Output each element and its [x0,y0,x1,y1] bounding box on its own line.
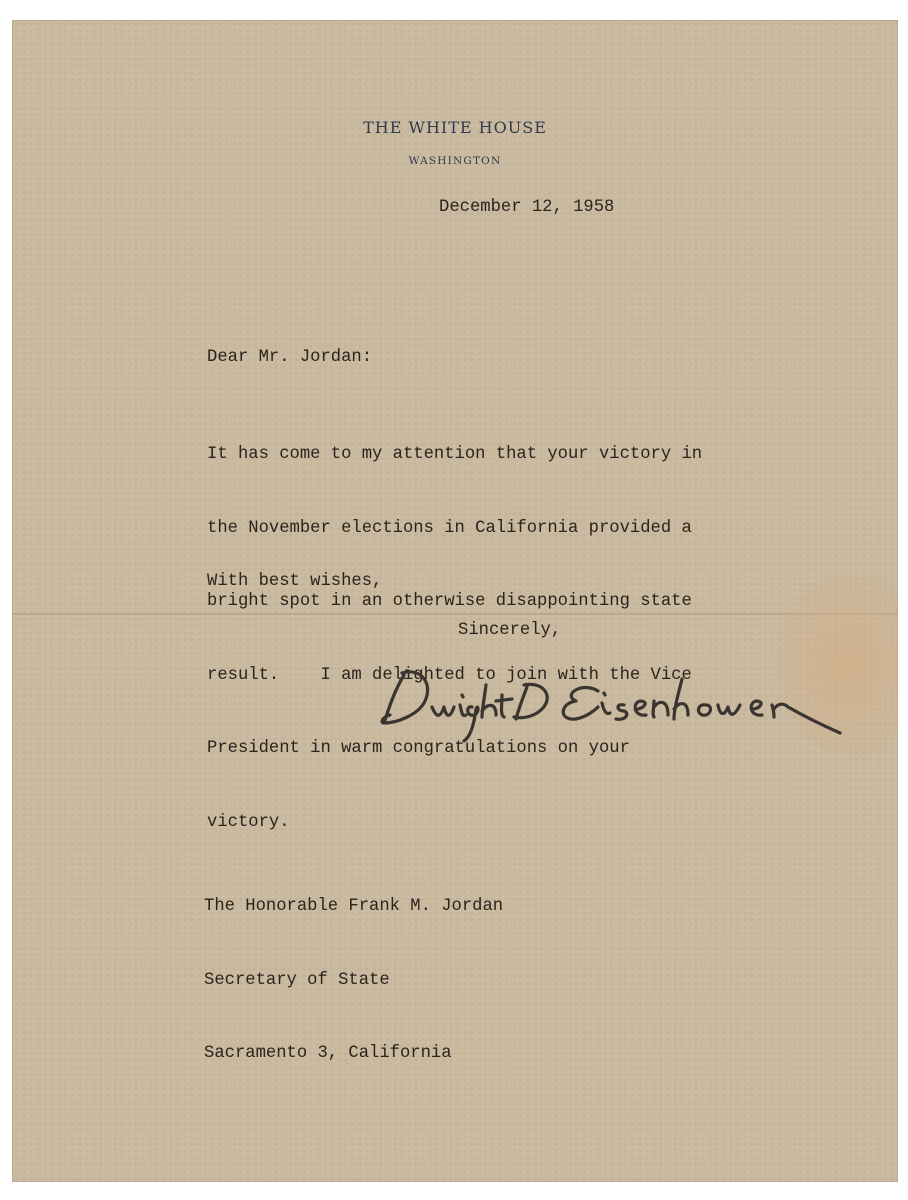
signature-image [362,645,842,755]
recipient-line: Sacramento 3, California [204,1044,452,1063]
complimentary-close: Sincerely, [458,621,562,640]
body-line: victory. [207,812,290,832]
recipient-address [204,846,503,1116]
closing-wishes: With best wishes, [207,572,383,591]
body-line: President in warm congratulations on your [207,739,630,758]
body-line: bright spot in an otherwise disappointing state [207,592,692,611]
letter-sheet [12,20,898,1182]
body-line: the November elections in California provided a [207,518,692,538]
letter-date: December 12, 1958 [439,198,615,217]
recipient-line: Secretary of State [204,970,390,990]
letter-body [207,394,702,884]
body-line: result. I am delighted to join with the Vice [207,665,692,685]
letterhead-location: WASHINGTON [408,155,502,167]
letterhead-title: THE WHITE HOUSE [363,118,547,137]
body-line: It has come to my attention that your victory in [207,445,703,464]
salutation: Dear Mr. Jordan: [207,348,373,367]
recipient-line: The Honorable Frank M. Jordan [204,897,504,916]
